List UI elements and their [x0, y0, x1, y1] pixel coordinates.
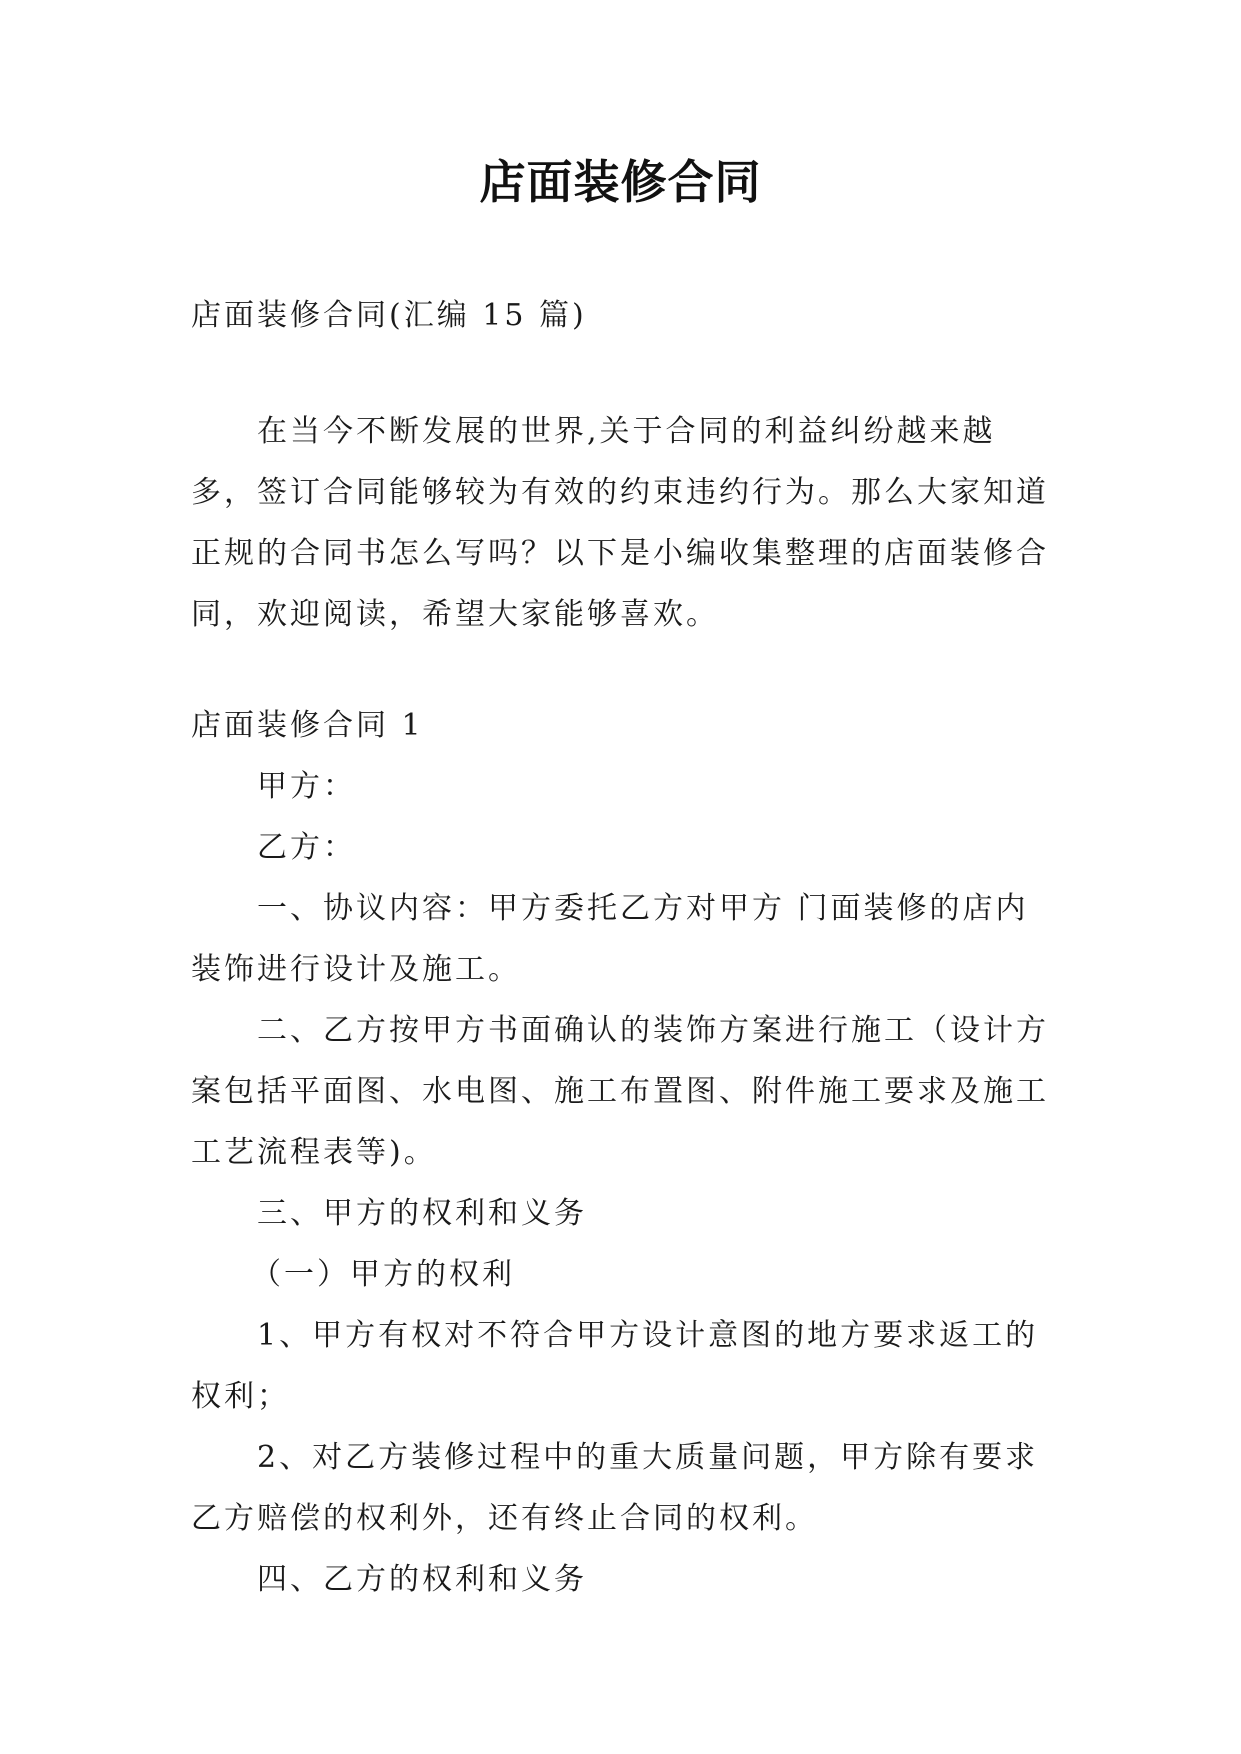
- intro-section: [191, 401, 1055, 645]
- party-b-line: 乙方：: [257, 830, 356, 865]
- clause-4: 四、乙方的权利和义务: [257, 1562, 587, 1597]
- clause-3-item-2: 2、对乙方装修过程中的重大质量问题，甲方除有要求乙方赔偿的权利外，还有终止合同的权利。: [191, 1440, 1039, 1536]
- contract-heading: 店面装修合同 1: [191, 708, 424, 743]
- document-title: 店面装修合同: [479, 155, 762, 209]
- document-subtitle: 店面装修合同(汇编 15 篇): [191, 298, 587, 333]
- clause-1: 一、协议内容：甲方委托乙方对甲方 门面装修的店内装饰进行设计及施工。: [191, 891, 1029, 987]
- clause-3-subheading: （一）甲方的权利: [251, 1257, 515, 1292]
- clause-3-item-1: 1、甲方有权对不符合甲方设计意图的地方要求返工的权利；: [191, 1318, 1039, 1414]
- party-a-line: 甲方：: [257, 769, 356, 804]
- clause-2: 二、乙方按甲方书面确认的装饰方案进行施工（设计方案包括平面图、水电图、施工布置图、附件施工要求及施工工艺流程表等)。: [191, 1013, 1049, 1170]
- clause-3: 三、甲方的权利和义务: [257, 1196, 587, 1231]
- contract-section: [191, 695, 1055, 1610]
- intro-paragraph: 在当今不断发展的世界,关于合同的利益纠纷越来越多，签订合同能够较为有效的约束违约行为。那么大家知道正规的合同书怎么写吗？以下是小编收集整理的店面装修合同，欢迎阅读，希望大家能够喜欢。: [191, 414, 1049, 632]
